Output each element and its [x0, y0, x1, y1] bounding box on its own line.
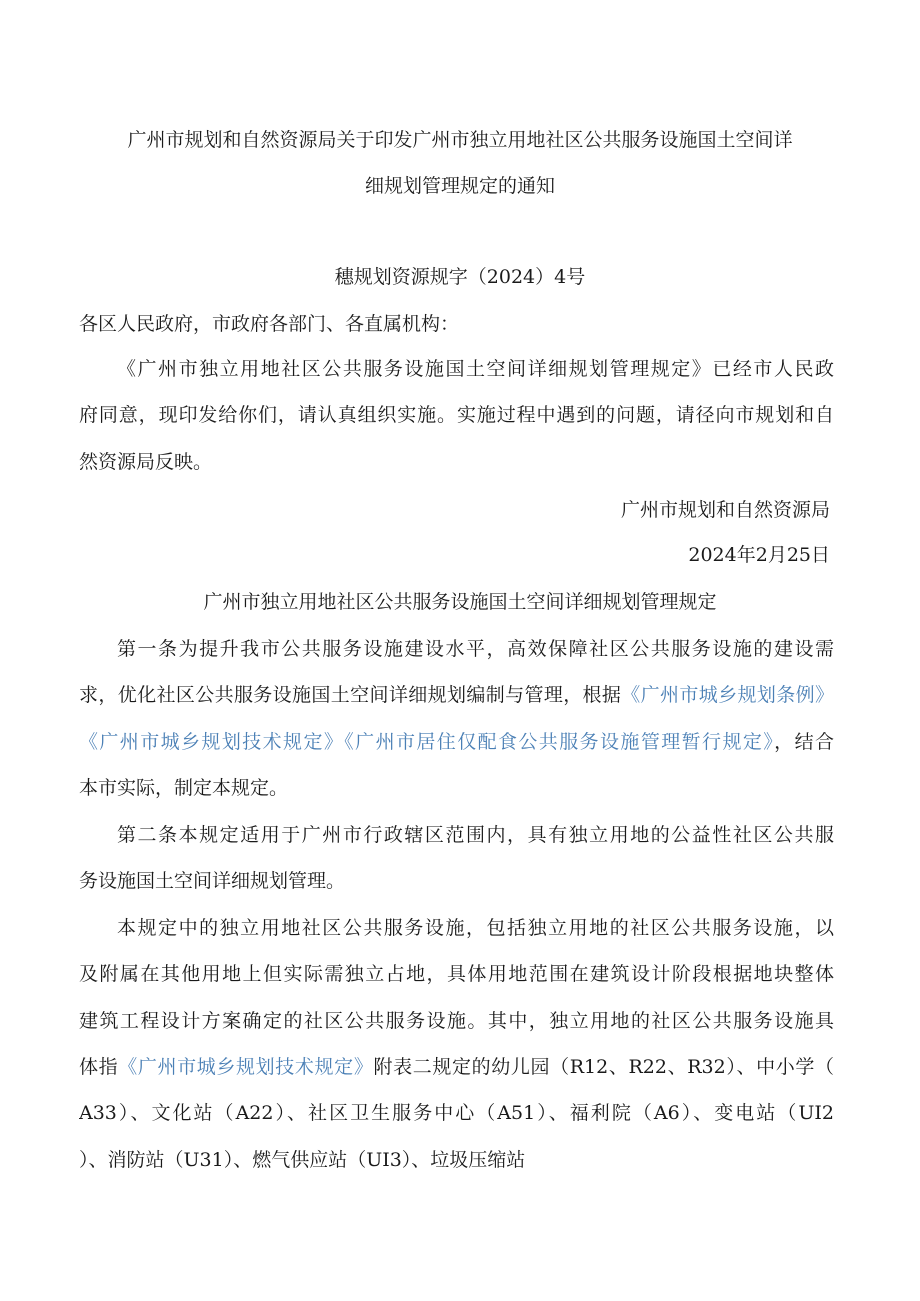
signature-date: 2024年2月25日	[688, 544, 830, 566]
article-1-line-3-text: ，结合	[774, 731, 834, 753]
link-guangzhou-planning-technical-provisions-2[interactable]: 《广州市城乡规划技术规定》	[118, 1056, 374, 1078]
signature-organization: 广州市规划和自然资源局	[620, 499, 830, 521]
link-residential-public-service-facility-regulations[interactable]: 《广州市居住仅配食公共服务设施管理暂行规定》	[344, 731, 775, 753]
paragraph-3-line-5: A33）、文化站（A22）、社区卫生服务中心（A51）、福利院（A6）、变电站（UI2	[79, 1102, 834, 1124]
article-1-line-2-text: 求，优化社区公共服务设施国土空间详细规划编制与管理，根据	[79, 684, 622, 706]
article-1-line-1: 第一条为提升我市公共服务设施建设水平，高效保障社区公共服务设施的建设需	[117, 638, 834, 660]
paragraph-3-line-4	[79, 1055, 834, 1079]
paragraph-3-line-1: 本规定中的独立用地社区公共服务设施，包括独立用地的社区公共服务设施，以	[117, 917, 834, 939]
article-1-line-3	[79, 730, 834, 754]
document-title-line-2: 细规划管理规定的通知	[364, 175, 555, 197]
paragraph-3-line-3: 建筑工程设计方案确定的社区公共服务设施。其中，独立用地的社区公共服务设施具	[79, 1010, 834, 1032]
link-guangzhou-urban-rural-planning-regulations[interactable]: 《广州市城乡规划条例》	[621, 684, 834, 706]
notice-paragraph-line-1: 《广州市独立用地社区公共服务设施国土空间详细规划管理规定》已经市人民政	[117, 358, 834, 380]
article-1-line-2	[79, 683, 834, 707]
article-1-line-4: 本市实际，制定本规定。	[79, 777, 289, 799]
recipients: 各区人民政府，市政府各部门、各直属机构：	[79, 313, 460, 335]
notice-paragraph-line-2: 府同意，现印发给你们，请认真组织实施。实施过程中遇到的问题，请径向市规划和自	[79, 404, 834, 426]
regulation-title: 广州市独立用地社区公共服务设施国土空间详细规划管理规定	[203, 591, 717, 613]
document-title-line-1: 广州市规划和自然资源局关于印发广州市独立用地社区公共服务设施国土空间详	[127, 129, 793, 151]
link-guangzhou-planning-technical-provisions[interactable]: 《广州市城乡规划技术规定》	[79, 731, 345, 753]
article-2-line-1: 第二条本规定适用于广州市行政辖区范围内，具有独立用地的公益性社区公共服	[117, 824, 834, 846]
paragraph-3-line-2: 及附属在其他用地上但实际需独立占地，具体用地范围在建筑设计阶段根据地块整体	[79, 963, 834, 985]
document-number: 穗规划资源规字（2024）4号	[334, 266, 586, 288]
paragraph-3-line-4-prefix: 体指	[79, 1056, 119, 1078]
paragraph-3-line-4-suffix: 附表二规定的幼儿园（R12、R22、R32）、中小学（	[373, 1056, 834, 1078]
paragraph-3-line-6: ）、消防站（U31）、燃气供应站（UI3）、垃圾压缩站	[79, 1149, 526, 1171]
notice-paragraph-line-3: 然资源局反映。	[79, 451, 213, 473]
article-2-line-2: 务设施国土空间详细规划管理。	[79, 870, 346, 892]
